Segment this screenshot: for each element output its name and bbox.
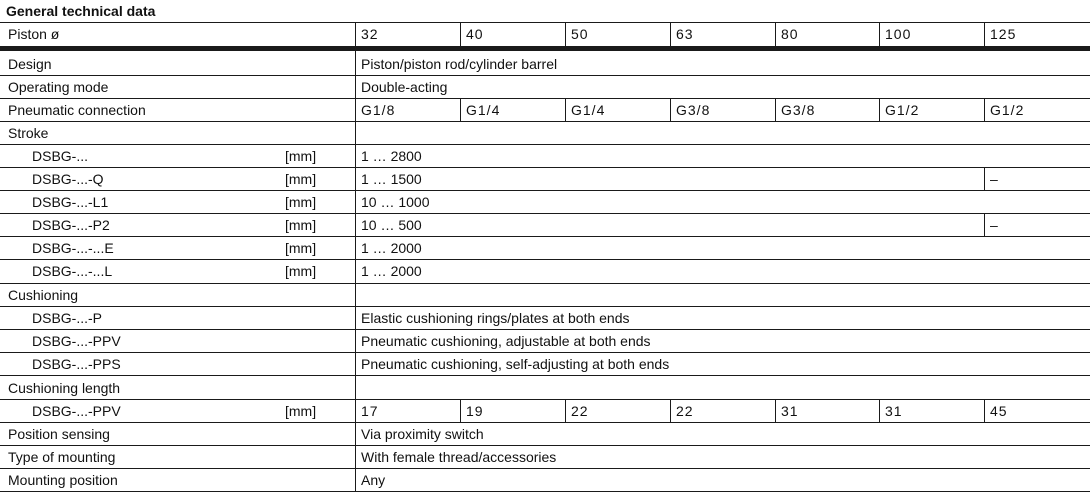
column-divider — [460, 399, 461, 422]
column-divider — [460, 98, 461, 121]
column-divider — [460, 22, 461, 46]
pneumatic-connection-value: G3/8 — [781, 102, 816, 118]
table-title: General technical data — [6, 3, 156, 19]
stroke-range: 1 … 1500 — [361, 171, 422, 187]
column-divider — [565, 399, 566, 422]
cushioning-length-value: 22 — [571, 403, 589, 419]
position-sensing-value: Via proximity switch — [361, 426, 484, 442]
stroke-variant-label: DSBG-...-...L — [32, 263, 113, 279]
column-divider — [775, 22, 776, 46]
type-of-mounting-value: With female thread/accessories — [361, 449, 557, 465]
row-divider — [0, 283, 1090, 284]
cushioning-length-value: 31 — [885, 403, 903, 419]
pneumatic-connection-value: G1/2 — [885, 102, 920, 118]
stroke-range: 10 … 500 — [361, 217, 422, 233]
stroke-variant-label: DSBG-...-...E — [32, 240, 114, 256]
stroke-unit: [mm] — [285, 217, 317, 233]
cushioning-description: Pneumatic cushioning, adjustable at both ends — [361, 333, 651, 349]
stroke-variant-label: DSBG-...-P2 — [32, 217, 110, 233]
column-divider — [775, 98, 776, 121]
cushioning-length-label: Cushioning length — [8, 380, 121, 396]
piston-size-63: 63 — [676, 26, 694, 42]
stroke-unit: [mm] — [285, 194, 317, 210]
cushioning-description: Elastic cushioning rings/plates at both ends — [361, 310, 630, 326]
pneumatic-connection-value: G1/2 — [990, 102, 1025, 118]
stroke-not-available: – — [990, 171, 998, 187]
row-divider — [0, 144, 1090, 145]
column-divider — [879, 98, 880, 121]
column-divider — [670, 22, 671, 46]
stroke-unit: [mm] — [285, 240, 317, 256]
type-of-mounting-label: Type of mounting — [8, 449, 116, 465]
column-divider — [670, 98, 671, 121]
piston-size-100: 100 — [885, 26, 912, 42]
column-divider — [984, 98, 985, 121]
operating-mode-label: Operating mode — [8, 79, 109, 95]
stroke-variant-label: DSBG-...-Q — [32, 171, 104, 187]
design-value: Piston/piston rod/cylinder barrel — [361, 56, 558, 72]
design-label: Design — [8, 56, 52, 72]
row-divider — [0, 75, 1090, 76]
column-divider — [565, 98, 566, 121]
piston-size-125: 125 — [990, 26, 1017, 42]
cushioning-length-value: 31 — [781, 403, 799, 419]
mounting-position-label: Mounting position — [8, 472, 118, 488]
pneumatic-connection-value: G1/4 — [466, 102, 501, 118]
column-divider — [775, 399, 776, 422]
cushioning-variant-label: DSBG-...-P — [32, 310, 103, 326]
column-divider — [355, 22, 356, 492]
mounting-position-value: Any — [361, 472, 386, 488]
stroke-range: 1 … 2800 — [361, 148, 422, 164]
cushioning-length-value: 19 — [466, 403, 484, 419]
pneumatic-connection-value: G1/4 — [571, 102, 606, 118]
stroke-label: Stroke — [8, 125, 49, 141]
cushioning-length-value: 45 — [990, 403, 1008, 419]
row-divider — [0, 190, 1090, 191]
stroke-unit: [mm] — [285, 263, 317, 279]
row-divider — [0, 375, 1090, 376]
piston-diameter-label: Piston ø — [8, 26, 60, 42]
stroke-variant-label: DSBG-...-L1 — [32, 194, 109, 210]
column-divider — [984, 399, 985, 422]
column-divider — [984, 213, 985, 236]
stroke-range: 10 … 1000 — [361, 194, 430, 210]
cushioning-description: Pneumatic cushioning, self-adjusting at both ends — [361, 356, 670, 372]
stroke-unit: [mm] — [285, 148, 317, 164]
pneumatic-connection-value: G1/8 — [361, 102, 396, 118]
row-divider — [0, 22, 1090, 23]
row-divider — [0, 399, 1090, 400]
piston-size-50: 50 — [571, 26, 589, 42]
column-divider — [984, 167, 985, 190]
header-rule — [0, 46, 1090, 51]
column-divider — [984, 22, 985, 46]
cushioning-length-value: 17 — [361, 403, 379, 419]
piston-size-32: 32 — [361, 26, 379, 42]
cushioning-length-unit: [mm] — [285, 403, 317, 419]
column-divider — [670, 399, 671, 422]
row-divider — [0, 98, 1090, 99]
column-divider — [565, 22, 566, 46]
cushioning-length-value: 22 — [676, 403, 694, 419]
stroke-not-available: – — [990, 217, 998, 233]
stroke-unit: [mm] — [285, 171, 317, 187]
piston-size-40: 40 — [466, 26, 484, 42]
row-divider — [0, 259, 1090, 260]
cushioning-label: Cushioning — [8, 287, 79, 303]
column-divider — [879, 22, 880, 46]
piston-size-80: 80 — [781, 26, 799, 42]
position-sensing-label: Position sensing — [8, 426, 110, 442]
operating-mode-value: Double-acting — [361, 79, 448, 95]
row-divider — [0, 121, 1090, 122]
cushioning-variant-label: DSBG-...-PPV — [32, 333, 121, 349]
cushioning-variant-label: DSBG-...-PPS — [32, 356, 121, 372]
cushioning-length-variant-label: DSBG-...-PPV — [32, 403, 121, 419]
row-divider — [0, 422, 1090, 423]
stroke-range: 1 … 2000 — [361, 240, 422, 256]
row-divider — [0, 213, 1090, 214]
pneumatic-connection-label: Pneumatic connection — [8, 102, 146, 118]
stroke-variant-label: DSBG-... — [32, 148, 89, 164]
pneumatic-connection-value: G3/8 — [676, 102, 711, 118]
row-divider — [0, 236, 1090, 237]
row-divider — [0, 468, 1090, 469]
stroke-range: 1 … 2000 — [361, 263, 422, 279]
row-divider — [0, 167, 1090, 168]
column-divider — [879, 399, 880, 422]
